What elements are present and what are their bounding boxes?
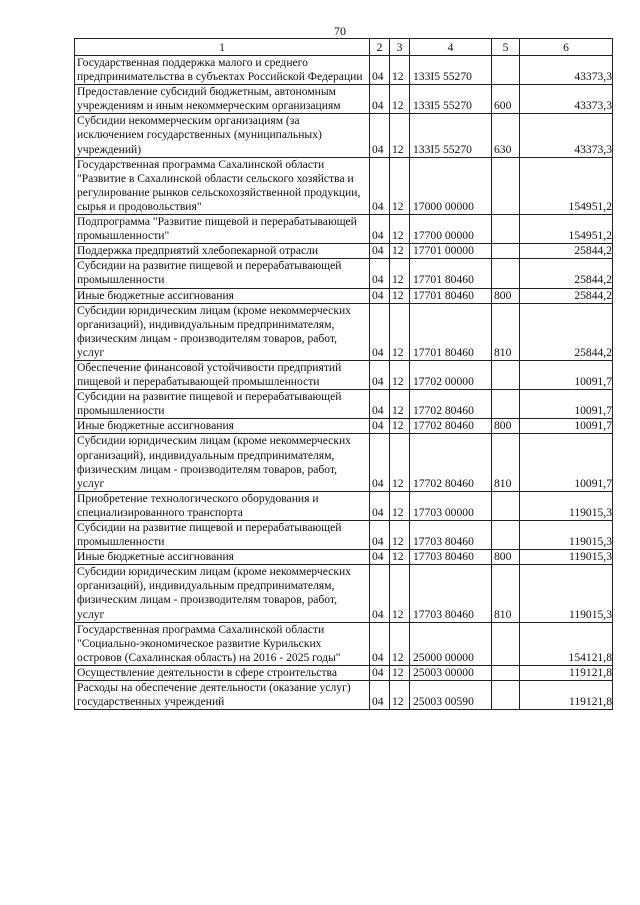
row-name-cell: Расходы на обеспечение деятельности (оказание услуг) государственных учреждений — [75, 681, 370, 710]
row-name-cell: Государственная программа Сахалинской области "Социально-экономическое развитие Курильских островов (Сахалинская область) на 2016 - 2025 годы" — [75, 622, 370, 665]
row-subsection-cell: 12 — [390, 434, 410, 491]
table-row — [75, 244, 613, 259]
row-type-cell — [492, 244, 520, 259]
row-section-cell: 04 — [370, 259, 390, 288]
row-sum-cell: 119015,3 — [520, 565, 613, 622]
row-code-cell: 25003 00590 — [410, 681, 492, 710]
row-name-cell: Субсидии на развитие пищевой и перерабатывающей промышленности — [75, 521, 370, 550]
row-section-cell: 04 — [370, 85, 390, 114]
row-type-cell: 600 — [492, 85, 520, 114]
row-sum-cell: 10091,7 — [520, 360, 613, 389]
row-code-cell: 25003 00000 — [410, 665, 492, 680]
row-subsection-cell: 12 — [390, 419, 410, 434]
table-row — [75, 114, 613, 157]
row-sum-cell: 154951,2 — [520, 215, 613, 244]
row-section-cell: 04 — [370, 521, 390, 550]
row-code-cell: 17703 80460 — [410, 565, 492, 622]
row-subsection-cell: 12 — [390, 665, 410, 680]
row-sum-cell: 154121,8 — [520, 622, 613, 665]
row-code-cell: 133I5 55270 — [410, 56, 492, 85]
header-cell: 1 — [75, 39, 370, 56]
row-sum-cell: 43373,3 — [520, 114, 613, 157]
row-subsection-cell: 12 — [390, 259, 410, 288]
row-section-cell: 04 — [370, 434, 390, 491]
row-sum-cell: 25844,2 — [520, 244, 613, 259]
table-row — [75, 521, 613, 550]
row-subsection-cell: 12 — [390, 303, 410, 360]
header-cell: 6 — [520, 39, 613, 56]
row-name-cell: Государственная программа Сахалинской области "Развитие в Сахалинской области сельского хозяйства и регулирование рынков сельскохозяйственной продукции, сырья и продовольствия" — [75, 157, 370, 214]
row-type-cell: 800 — [492, 419, 520, 434]
row-subsection-cell: 12 — [390, 565, 410, 622]
row-sum-cell: 25844,2 — [520, 259, 613, 288]
row-section-cell: 04 — [370, 244, 390, 259]
header-cell: 3 — [390, 39, 410, 56]
row-name-cell: Субсидии на развитие пищевой и перерабатывающей промышленности — [75, 259, 370, 288]
row-type-cell — [492, 681, 520, 710]
row-type-cell: 810 — [492, 434, 520, 491]
row-subsection-cell: 12 — [390, 550, 410, 565]
row-sum-cell: 43373,3 — [520, 85, 613, 114]
row-code-cell: 133I5 55270 — [410, 85, 492, 114]
row-code-cell: 133I5 55270 — [410, 114, 492, 157]
row-section-cell: 04 — [370, 550, 390, 565]
row-type-cell: 630 — [492, 114, 520, 157]
row-type-cell — [492, 56, 520, 85]
table-row — [75, 491, 613, 520]
row-name-cell: Подпрограмма "Развитие пищевой и перерабатывающей промышленности" — [75, 215, 370, 244]
table-row — [75, 56, 613, 85]
row-subsection-cell: 12 — [390, 521, 410, 550]
table-row — [75, 288, 613, 303]
row-subsection-cell: 12 — [390, 114, 410, 157]
row-subsection-cell: 12 — [390, 622, 410, 665]
page-number: 70 — [334, 24, 346, 38]
table-row — [75, 360, 613, 389]
row-type-cell — [492, 665, 520, 680]
row-code-cell: 17700 00000 — [410, 215, 492, 244]
row-sum-cell: 119121,8 — [520, 665, 613, 680]
row-name-cell: Субсидии юридическим лицам (кроме некоммерческих организаций), индивидуальным предпринимателям, физическим лицам - производителям товаров, работ, услуг — [75, 434, 370, 491]
row-type-cell — [492, 157, 520, 214]
row-section-cell: 04 — [370, 565, 390, 622]
table-row — [75, 622, 613, 665]
row-section-cell: 04 — [370, 419, 390, 434]
row-name-cell: Государственная поддержка малого и среднего предпринимательства в субъектах Российской Федерации — [75, 56, 370, 85]
row-code-cell: 17702 80460 — [410, 419, 492, 434]
row-type-cell — [492, 215, 520, 244]
row-subsection-cell: 12 — [390, 681, 410, 710]
row-name-cell: Поддержка предприятий хлебопекарной отрасли — [75, 244, 370, 259]
row-section-cell: 04 — [370, 360, 390, 389]
row-type-cell: 800 — [492, 288, 520, 303]
row-section-cell: 04 — [370, 622, 390, 665]
table-row — [75, 390, 613, 419]
row-subsection-cell: 12 — [390, 360, 410, 389]
row-subsection-cell: 12 — [390, 56, 410, 85]
row-section-cell: 04 — [370, 491, 390, 520]
row-name-cell: Иные бюджетные ассигнования — [75, 550, 370, 565]
row-name-cell: Субсидии на развитие пищевой и перерабатывающей промышленности — [75, 390, 370, 419]
row-name-cell: Иные бюджетные ассигнования — [75, 419, 370, 434]
table-row — [75, 550, 613, 565]
row-type-cell: 810 — [492, 303, 520, 360]
row-name-cell: Предоставление субсидий бюджетным, автономным учреждениям и иным некоммерческим организациям — [75, 85, 370, 114]
row-type-cell — [492, 360, 520, 389]
row-code-cell: 17701 00000 — [410, 244, 492, 259]
row-type-cell — [492, 491, 520, 520]
row-sum-cell: 25844,2 — [520, 288, 613, 303]
row-sum-cell: 10091,7 — [520, 434, 613, 491]
row-section-cell: 04 — [370, 681, 390, 710]
row-code-cell: 17702 80460 — [410, 390, 492, 419]
table-row — [75, 157, 613, 214]
row-subsection-cell: 12 — [390, 244, 410, 259]
table-row — [75, 85, 613, 114]
row-sum-cell: 10091,7 — [520, 390, 613, 419]
row-name-cell: Субсидии некоммерческим организациям (за исключением государственных (муниципальных) учреждений) — [75, 114, 370, 157]
table-row — [75, 259, 613, 288]
row-code-cell: 17702 00000 — [410, 360, 492, 389]
row-subsection-cell: 12 — [390, 157, 410, 214]
budget-table — [74, 38, 613, 710]
row-name-cell: Субсидии юридическим лицам (кроме некоммерческих организаций), индивидуальным предпринимателям, физическим лицам - производителям товаров, работ, услуг — [75, 303, 370, 360]
table-header-row — [75, 39, 613, 56]
row-code-cell: 17000 00000 — [410, 157, 492, 214]
row-sum-cell: 10091,7 — [520, 419, 613, 434]
table-row — [75, 665, 613, 680]
row-type-cell — [492, 259, 520, 288]
row-name-cell: Приобретение технологического оборудования и специализированного транспорта — [75, 491, 370, 520]
row-code-cell: 25000 00000 — [410, 622, 492, 665]
row-subsection-cell: 12 — [390, 288, 410, 303]
header-cell: 4 — [410, 39, 492, 56]
row-code-cell: 17701 80460 — [410, 259, 492, 288]
table-row — [75, 303, 613, 360]
row-type-cell: 810 — [492, 565, 520, 622]
row-name-cell: Субсидии юридическим лицам (кроме некоммерческих организаций), индивидуальным предпринимателям, физическим лицам - производителям товаров, работ, услуг — [75, 565, 370, 622]
table-row — [75, 565, 613, 622]
row-subsection-cell: 12 — [390, 491, 410, 520]
row-section-cell: 04 — [370, 303, 390, 360]
row-code-cell: 17703 80460 — [410, 550, 492, 565]
row-section-cell: 04 — [370, 665, 390, 680]
row-section-cell: 04 — [370, 288, 390, 303]
row-sum-cell: 43373,3 — [520, 56, 613, 85]
row-name-cell: Иные бюджетные ассигнования — [75, 288, 370, 303]
row-sum-cell: 119121,8 — [520, 681, 613, 710]
table-row — [75, 215, 613, 244]
row-code-cell: 17703 80460 — [410, 521, 492, 550]
row-sum-cell: 25844,2 — [520, 303, 613, 360]
row-name-cell: Обеспечение финансовой устойчивости предприятий пищевой и перерабатывающей промышленности — [75, 360, 370, 389]
table-row — [75, 419, 613, 434]
row-section-cell: 04 — [370, 114, 390, 157]
row-type-cell: 800 — [492, 550, 520, 565]
row-section-cell: 04 — [370, 390, 390, 419]
header-cell: 2 — [370, 39, 390, 56]
row-type-cell — [492, 622, 520, 665]
row-sum-cell: 119015,3 — [520, 521, 613, 550]
table-body — [75, 56, 613, 710]
row-sum-cell: 119015,3 — [520, 491, 613, 520]
row-type-cell — [492, 390, 520, 419]
table-row — [75, 434, 613, 491]
row-code-cell: 17701 80460 — [410, 303, 492, 360]
row-subsection-cell: 12 — [390, 215, 410, 244]
row-section-cell: 04 — [370, 56, 390, 85]
row-code-cell: 17702 80460 — [410, 434, 492, 491]
row-type-cell — [492, 521, 520, 550]
row-sum-cell: 154951,2 — [520, 157, 613, 214]
row-section-cell: 04 — [370, 215, 390, 244]
header-cell: 5 — [492, 39, 520, 56]
row-code-cell: 17703 00000 — [410, 491, 492, 520]
row-section-cell: 04 — [370, 157, 390, 214]
row-code-cell: 17701 80460 — [410, 288, 492, 303]
row-subsection-cell: 12 — [390, 390, 410, 419]
row-subsection-cell: 12 — [390, 85, 410, 114]
table-row — [75, 681, 613, 710]
row-sum-cell: 119015,3 — [520, 550, 613, 565]
row-name-cell: Осуществление деятельности в сфере строительства — [75, 665, 370, 680]
